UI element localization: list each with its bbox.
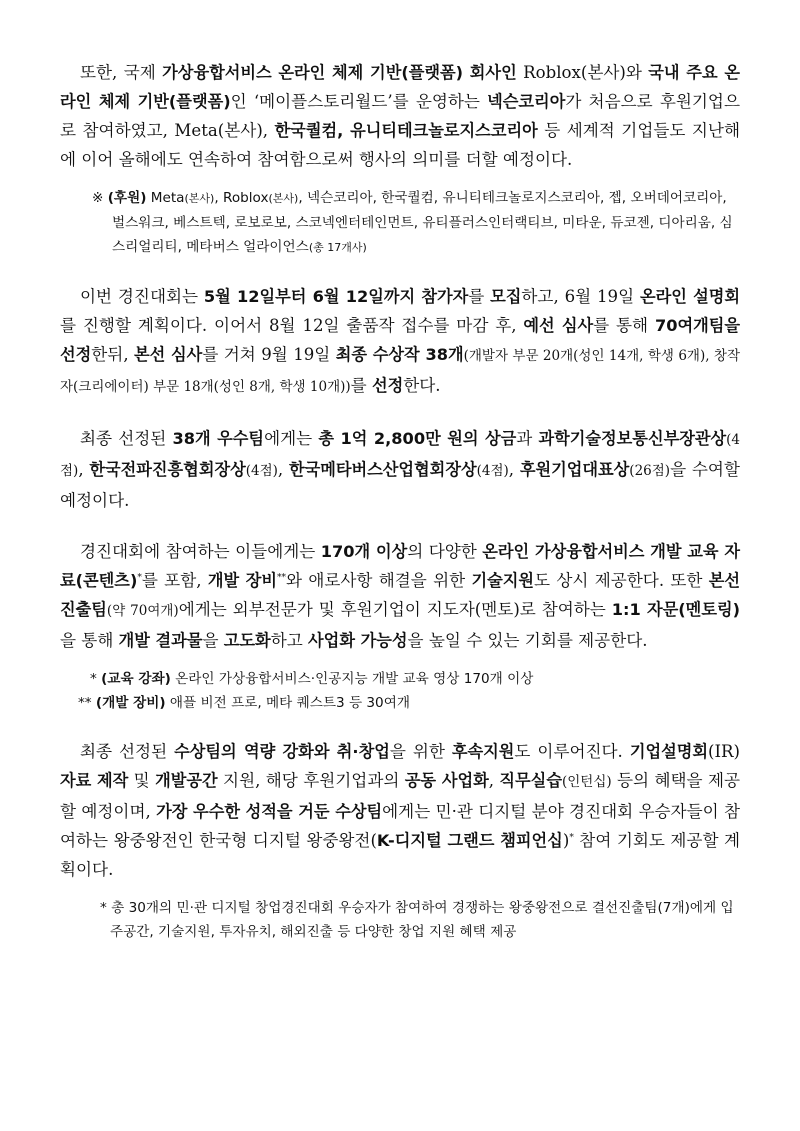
text: Meta xyxy=(146,190,185,206)
bold-text: 한국퀄컴, 유니티테크놀로지스코리아 xyxy=(274,121,538,140)
bold-text: 본선 심사 xyxy=(134,345,203,364)
spacer xyxy=(60,655,740,667)
text: 를 포함, xyxy=(141,571,208,590)
text: 에게는 민·관 디지털 분야 경진대회 우승자들이 참여하는 왕중왕전인 한국형 디지털 왕중왕전( xyxy=(60,802,741,850)
text: Roblox(본사)와 xyxy=(516,63,649,82)
bold-text: 70여개팀을 선정 xyxy=(60,316,741,364)
text: 를 통해 xyxy=(593,316,655,335)
text: 및 xyxy=(128,771,156,790)
small-text: (본사) xyxy=(184,192,215,205)
small-text: (4점) xyxy=(476,463,509,479)
bold-text: 과학기술정보통신부장관상 xyxy=(538,429,727,448)
text: (IR) xyxy=(708,742,740,761)
text: 을 위한 xyxy=(389,742,452,761)
note-label: (개발 장비) xyxy=(95,695,166,711)
text: 과 xyxy=(516,429,539,448)
text: 등 세계적 기업들도 지난해에 이어 올해에도 연속하여 참여함으로써 행사의 의미를 더할 예정이다. xyxy=(60,121,740,169)
bold-text: 고도화 xyxy=(223,631,271,650)
bold-text: 개발공간 xyxy=(155,771,218,790)
bold-text: 한국전파진흥협회장상 xyxy=(89,460,246,479)
text: 도 상시 제공한다. 또한 xyxy=(534,571,709,590)
bold-text: 후원기업대표상 xyxy=(519,460,630,479)
bold-text: 가장 우수한 성적을 거둔 수상팀 xyxy=(156,802,383,821)
note-label: (후원) xyxy=(107,190,147,206)
spacer xyxy=(60,515,740,537)
footnote-marker: * xyxy=(137,573,142,583)
small-text: (26점) xyxy=(629,463,671,479)
small-text: (4점) xyxy=(60,432,740,479)
text: 또한, 국제 xyxy=(80,63,163,82)
bold-text: 170개 이상 xyxy=(320,542,408,561)
text: 를 xyxy=(468,287,491,306)
small-text: (약 70여개) xyxy=(106,603,179,619)
spacer xyxy=(60,260,740,282)
bold-text: 개발 결과물 xyxy=(118,631,203,650)
note-mark: ** xyxy=(78,695,96,711)
text: 참여 기회도 제공할 계획이다. xyxy=(60,831,740,879)
note-mark: * xyxy=(90,671,102,687)
bold-text: 38개 우수팀 xyxy=(172,429,265,448)
small-text: (총 17개사) xyxy=(308,241,367,254)
text: 하고 xyxy=(270,631,309,650)
text: , xyxy=(508,460,520,479)
text: 온라인 가상융합서비스·인공지능 개발 교육 영상 170개 이상 xyxy=(170,671,534,687)
bold-text: 개발 장비 xyxy=(207,571,278,590)
bold-text: K-디지털 그랜드 챔피언십 xyxy=(376,831,563,850)
text: 인 ‘메이플스토리월드’를 운영하는 xyxy=(230,92,488,111)
small-text: (인턴십) xyxy=(561,774,612,790)
bold-text: 후속지원 xyxy=(451,742,515,761)
bold-text: 공동 사업화 xyxy=(404,771,489,790)
text: ) xyxy=(562,831,570,850)
text: 을 xyxy=(202,631,224,650)
bold-text: 한국메타버스산업협회장상 xyxy=(288,460,477,479)
bold-text: 온라인 설명회 xyxy=(639,287,741,306)
text: 에게는 xyxy=(264,429,319,448)
text: 애플 비전 프로, 메타 퀘스트3 등 30여개 xyxy=(165,695,410,711)
footnote-marker: ** xyxy=(277,573,287,583)
text: 를 거쳐 9월 19일 xyxy=(202,345,336,364)
bold-text: 5월 12일부터 6월 12일까지 참가자 xyxy=(203,287,469,306)
text: , xyxy=(277,460,289,479)
text: 에게는 외부전문가 및 후원기업이 지도자(멘토)로 참여하는 xyxy=(178,600,612,619)
footnote-marker: * xyxy=(569,833,574,843)
text: , xyxy=(78,460,90,479)
bold-text: 기업설명회 xyxy=(629,742,708,761)
bold-text: 넥슨코리아 xyxy=(487,92,566,111)
bold-text: 직무실습 xyxy=(499,771,562,790)
spacer xyxy=(60,715,740,737)
bold-text: 가상융합서비스 온라인 체제 기반(플랫폼) 회사인 xyxy=(162,63,517,82)
text: 와 애로사항 해결을 위한 xyxy=(286,571,472,590)
text: 총 30개의 민·관 디지털 창업경진대회 우승자가 참여하여 경쟁하는 왕중왕전으로 결선진출팀(7개)에게 입주공간, 기술지원, 투자유치, 해외진출 등 다양한 창업 지원 혜택 제공 xyxy=(110,900,734,940)
text: 지원, 해당 후원기업과의 xyxy=(217,771,405,790)
text: 최종 선정된 xyxy=(80,429,173,448)
text: 의 다양한 xyxy=(407,542,483,561)
paragraph-prizes xyxy=(60,424,740,515)
paragraph-followup xyxy=(60,737,740,884)
text: 이번 경진대회는 xyxy=(80,287,204,306)
text: , 넥슨코리아, 한국퀄컴, 유니티테크놀로지스코리아, 젭, 오버데어코리아, 벌스워크, 베스트텍, 로보로보, 스코넥엔터테인먼트, 유티플러스인터랙티브, 미타운, 듀코젠, 디아리움, 심스리얼리티, 메타버스 얼라이언스 xyxy=(112,190,733,255)
bold-text: 사업화 가능성 xyxy=(308,631,408,650)
bold-text: 기술지원 xyxy=(471,571,535,590)
small-text: (본사) xyxy=(268,192,299,205)
text: 한다. xyxy=(403,376,441,395)
text: 하고, 6월 19일 xyxy=(521,287,640,306)
edu-note xyxy=(90,667,740,691)
text: 을 수여할 예정이다. xyxy=(60,460,740,510)
text: , Roblox xyxy=(214,190,269,206)
bold-text: 최종 수상작 38개 xyxy=(335,345,464,364)
bold-text: 예선 심사 xyxy=(523,316,594,335)
text: 를 진행할 계획이다. 이어서 8월 12일 출품작 접수를 마감 후, xyxy=(60,316,524,335)
text: 도 이루어진다. xyxy=(514,742,630,761)
document-page xyxy=(60,58,740,944)
note-mark: * xyxy=(100,900,112,916)
text: 최종 선정된 xyxy=(80,742,175,761)
text: 을 높일 수 있는 기회를 제공한다. xyxy=(407,631,648,650)
bold-text: 본선 진출팀 xyxy=(60,571,741,619)
spacer xyxy=(60,174,740,186)
text: 가 처음으로 후원기업으로 참여하였고, Meta(본사), xyxy=(60,92,740,140)
paragraph-schedule xyxy=(60,282,740,402)
bold-text: 선정 xyxy=(371,376,404,395)
bold-text: 1:1 자문(멘토링) xyxy=(611,600,740,619)
bold-text: 온라인 가상융합서비스 개발 교육 자료(콘텐츠) xyxy=(60,542,740,590)
equip-note xyxy=(78,691,740,715)
paragraph-support xyxy=(60,537,740,655)
text: 를 xyxy=(350,376,372,395)
bold-text: 모집 xyxy=(490,287,522,306)
text: 한뒤, xyxy=(91,345,135,364)
text: 을 통해 xyxy=(60,631,119,650)
bold-text: 자료 제작 xyxy=(60,771,129,790)
bold-text: 국내 주요 온라인 체제 기반(플랫폼) xyxy=(60,63,740,111)
bold-text: 총 1억 2,800만 원의 상금 xyxy=(318,429,517,448)
champ-note xyxy=(74,896,740,944)
paragraph-sponsors xyxy=(60,58,740,174)
text: , xyxy=(488,771,500,790)
small-text: (개발자 부문 20개(성인 14개, 학생 6개), 창작자(크리에이터) 부문 18개(성인 8개, 학생 10개)) xyxy=(60,348,741,395)
text: 경진대회에 참여하는 이들에게는 xyxy=(80,542,321,561)
bold-text: 수상팀의 역량 강화와 취·창업 xyxy=(174,742,390,761)
note-label: (교육 강좌) xyxy=(101,671,171,687)
spacer xyxy=(60,402,740,424)
note-mark: ※ xyxy=(92,190,108,206)
text: 등의 혜택을 제공할 예정이며, xyxy=(60,771,741,821)
small-text: (4점) xyxy=(245,463,278,479)
spacer xyxy=(60,884,740,896)
sponsor-note xyxy=(82,186,740,260)
